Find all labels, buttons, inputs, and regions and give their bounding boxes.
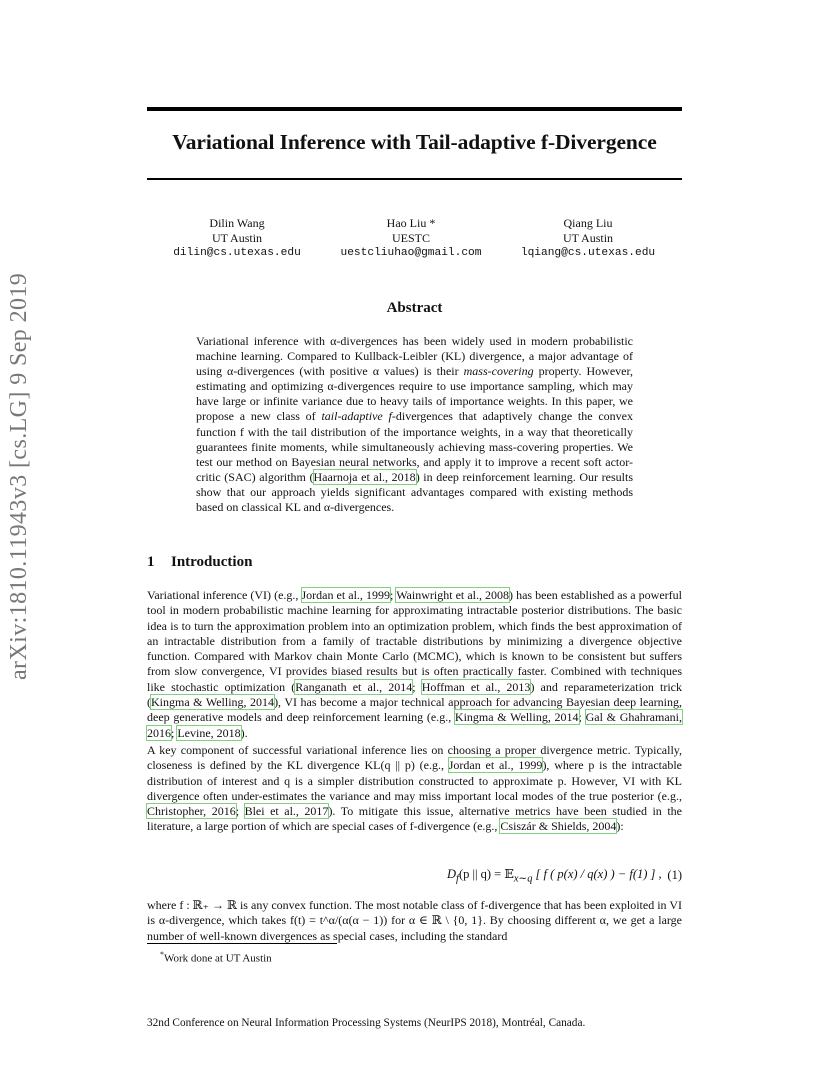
abstract-text: -divergences that adaptively change the convex function f with the tail distribution of the importance weights, in a way that theoretically guarantees finite moments, while simultaneously achieving mass-covering properties. We test our method on Bayesian neural networks, and apply it to improve a recent soft actor-critic (SAC) algorithm ( <box>196 409 634 484</box>
body-text: ). To mitigate this issue, alternative metrics have been studied in the literature, a large portion of which are special cases of f-divergence (e.g., <box>147 804 682 834</box>
intro-paragraph-1 <box>147 588 682 741</box>
body-text: ): <box>616 819 624 834</box>
abstract-text: Variational inference with α-divergences has been widely used in modern probabilistic machine learning. Compared to Kullback-Leibler (KL) divergence, a major advantage of using α-divergences (with positive α values) is their <box>196 334 633 379</box>
body-text: ; <box>390 588 397 602</box>
citation-link[interactable]: Haarnoja et al., 2018 <box>313 469 416 484</box>
citation-link[interactable]: Jordan et al., 1999 <box>301 588 390 602</box>
conference-note: 32nd Conference on Neural Information Processing Systems (NeurIPS 2018), Montréal, Canada. <box>147 1017 586 1029</box>
expectation-subscript: x∼q <box>513 873 533 885</box>
abstract-body <box>196 334 633 515</box>
citation-link[interactable]: Ranganath et al., 2014 <box>295 679 413 694</box>
equation-number: (1) <box>667 868 682 882</box>
equation-subscript: f <box>456 873 459 885</box>
title-rule-top <box>147 107 682 111</box>
body-text: ), where p is the intractable distribution of interest and q is a simpler distribution constructed to approximate p. However, VI with KL divergence often under-estimates the variance and may miss important local modes of the true posterior (e.g., <box>147 758 682 803</box>
body-text: ) and reparameterization trick ( <box>147 679 683 710</box>
equation-args: (p || q) = <box>458 867 505 881</box>
abstract-heading: Abstract <box>386 300 443 316</box>
footnote-mark: * <box>160 950 164 959</box>
citation-link[interactable]: Csiszár & Shields, 2004 <box>500 819 617 834</box>
body-text: ; <box>235 804 245 819</box>
body-text: ; <box>578 710 586 725</box>
body-text: ). <box>240 725 248 740</box>
author-block <box>152 216 322 261</box>
citation-link[interactable]: Levine, 2018 <box>177 725 241 740</box>
body-text: A key component of successful variational inference lies on choosing a proper divergence metric. Typically, closeness is defined by the KL divergence KL(q || p) (e.g., <box>147 743 682 773</box>
citation-link[interactable]: Gal & Ghahramani, 2016 <box>147 710 683 740</box>
author-name: Qiang Liu <box>563 216 613 230</box>
author-email[interactable]: dilin@cs.utexas.edu <box>173 247 301 259</box>
section-heading <box>147 554 252 571</box>
author-affiliation: UT Austin <box>562 231 614 245</box>
author-name: Hao Liu * <box>386 216 436 230</box>
title-rule-bottom <box>147 178 682 180</box>
arxiv-stamp: arXiv:1810.11943v3 [cs.LG] 9 Sep 2019 <box>6 272 32 680</box>
footnote-text: Work done at UT Austin <box>164 952 272 965</box>
body-text: ; <box>171 725 178 740</box>
citation-link[interactable]: Hoffman et al., 2013 <box>421 679 531 694</box>
intro-paragraph-3: where f : ℝ₊ → ℝ is any convex function. The most notable class of f-divergence that has been exploited in VI is α-divergence, which takes f(t) = t^α/(α(α − 1)) for α ∈ ℝ \ {0, 1}. By choosing different α, we get a large number of well-known divergences as special cases, including the standard <box>147 898 682 943</box>
abstract-text: property. However, estimating and optimizing α-divergences require to use importance sampling, which may have large or infinite variance due to heavy tails of importance weights. In this paper, we propose a new class of <box>196 364 633 424</box>
equation-body <box>447 866 662 885</box>
expectation-symbol: 𝔼 <box>504 867 514 881</box>
citation-link[interactable]: Jordan et al., 1999 <box>448 758 543 773</box>
paper-title: Variational Inference with Tail-adaptive f-Divergence <box>172 130 657 154</box>
body-text: ), VI has become a major technical approach for advancing Bayesian deep learning, deep generative models and deep reinforcement learning (e.g., <box>147 695 682 725</box>
citation-link[interactable]: Kingma & Welling, 2014 <box>151 695 275 710</box>
author-email[interactable]: lqiang@cs.utexas.edu <box>520 247 656 259</box>
abstract-emphasis: tail-adaptive f <box>321 409 392 424</box>
section-title: Introduction <box>171 554 253 570</box>
author-email[interactable]: uestcliuhao@gmail.com <box>340 247 482 259</box>
section-number: 1 <box>147 554 155 570</box>
author-affiliation: UT Austin <box>211 231 263 245</box>
body-text: Variational inference (VI) (e.g., <box>147 588 302 602</box>
author-block <box>326 216 496 261</box>
body-text: ; <box>412 679 422 694</box>
citation-link[interactable]: Wainwright et al., 2008 <box>396 588 510 602</box>
intro-paragraph-2 <box>147 743 682 835</box>
abstract-text: ) in deep reinforcement learning. Our results show that our approach yields significant advantages compared with existing methods based on classical KL and α-divergences. <box>196 469 634 515</box>
citation-link[interactable]: Kingma & Welling, 2014 <box>454 710 579 725</box>
citation-link[interactable]: Christopher, 2016 <box>147 804 236 819</box>
author-affiliation: UESTC <box>391 231 430 245</box>
footnote <box>160 950 272 965</box>
author-name: Dilin Wang <box>209 216 265 230</box>
equation-1 <box>147 858 682 894</box>
equation-rhs: [ f ( p(x) / q(x) ) − f(1) ] , <box>535 867 662 881</box>
equation-lhs: D <box>447 867 457 881</box>
author-block <box>503 216 673 261</box>
citation-link[interactable]: Blei et al., 2017 <box>244 804 329 819</box>
footnote-rule <box>147 943 337 944</box>
abstract-emphasis: mass-covering <box>463 364 534 379</box>
body-text: ) has been established as a powerful tool in modern probabilistic machine learning for approximating intractable posterior distributions. The basic idea is to turn the approximation problem into an optimization problem, which finds the best approximation of an intractable distribution from a family of tractable distributions by minimizing a divergence objective function. Compared with Markov chain Monte Carlo (MCMC), which is known to be consistent but suffers from slow convergence, VI provides biased results but is often practically faster. Combined with techniques like stochastic optimization ( <box>147 588 683 694</box>
